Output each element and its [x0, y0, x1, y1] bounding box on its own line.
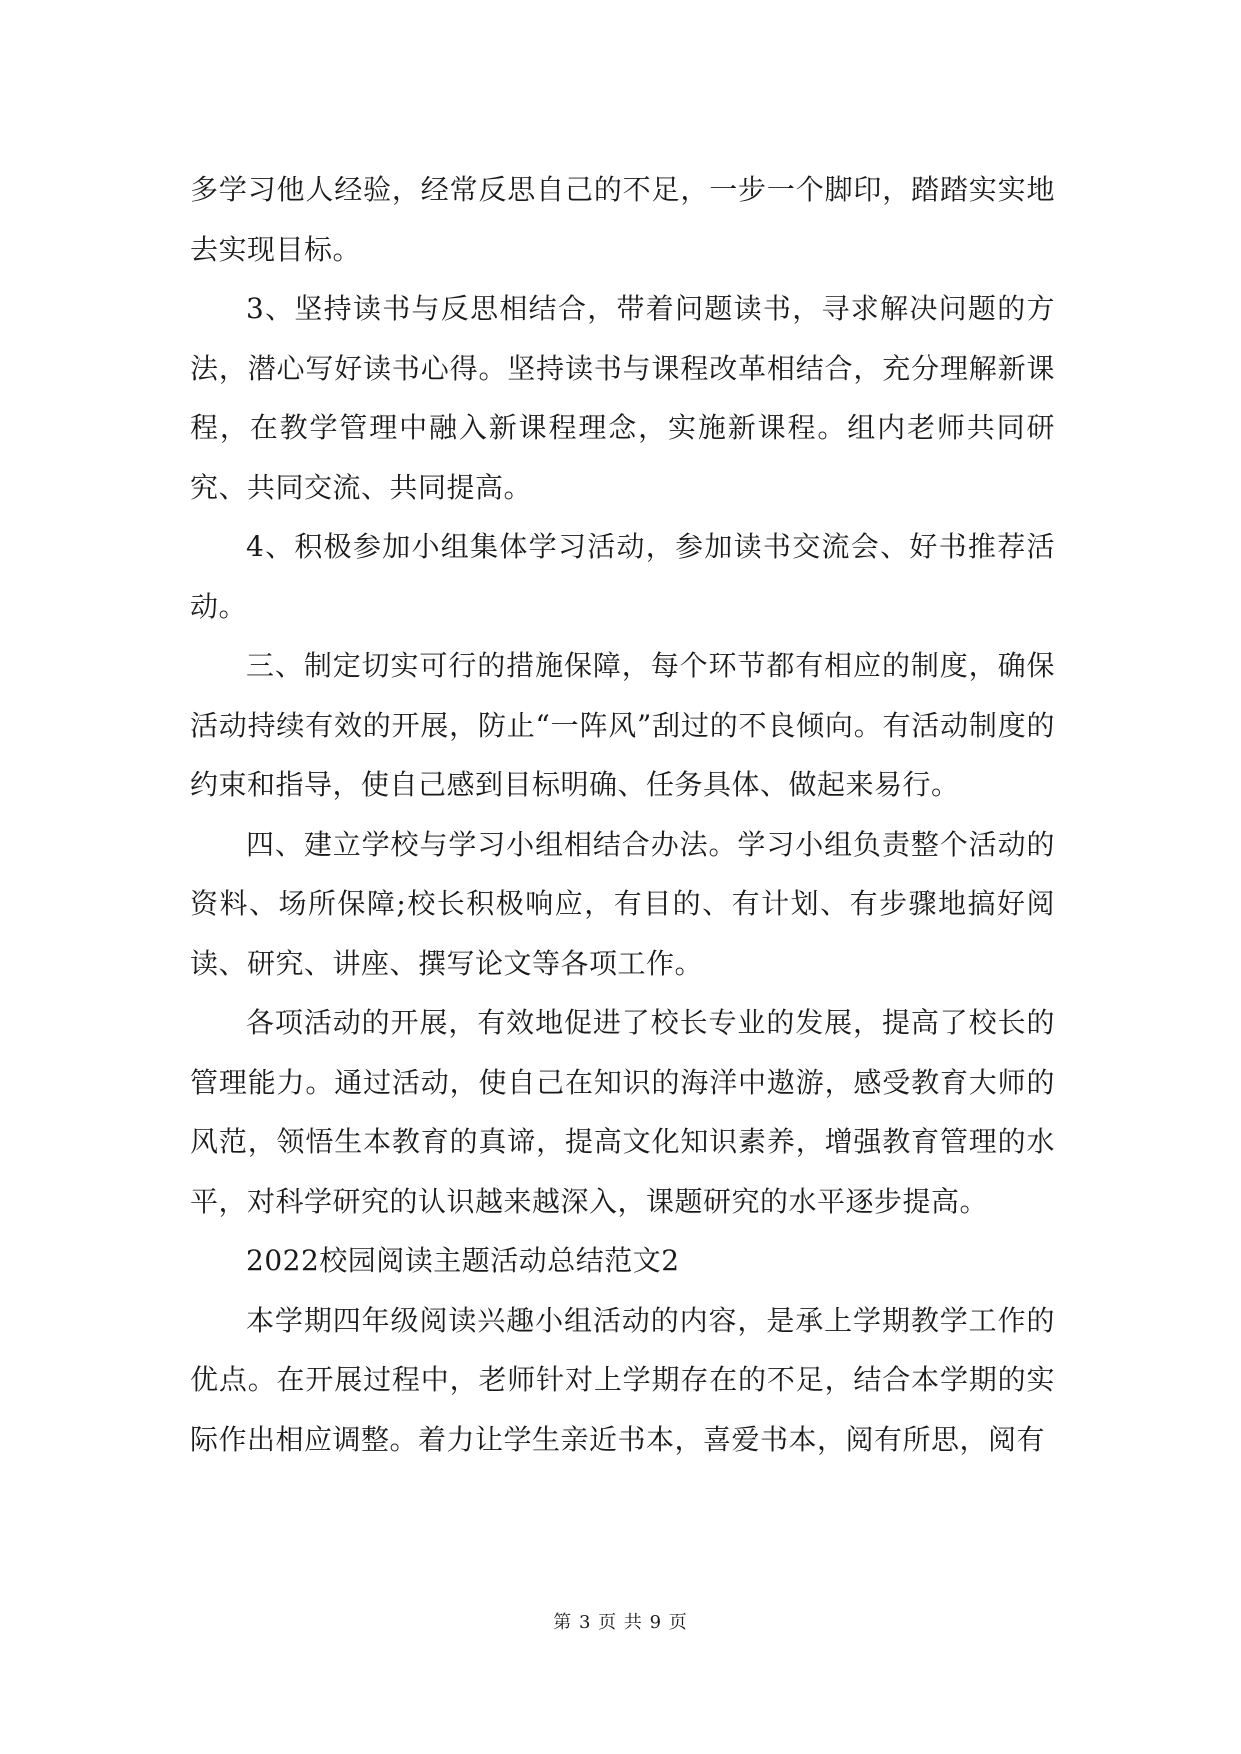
paragraph: 本学期四年级阅读兴趣小组活动的内容，是承上学期教学工作的优点。在开展过程中，老师针对上学期存在的不足，结合本学期的实际作出相应调整。着力让学生亲近书本，喜爱书本，阅有所思，阅有 — [190, 1303, 1055, 1456]
paragraph: 三、制定切实可行的措施保障，每个环节都有相应的制度，确保活动持续有效的开展，防止“一阵风”刮过的不良倾向。有活动制度的约束和指导，使自己感到目标明确、任务具体、做起来易行。 — [190, 649, 1055, 801]
paragraph: 3、坚持读书与反思相结合，带着问题读书，寻求解决问题的方法，潜心写好读书心得。坚持读书与课程改革相结合，充分理解新课程，在教学管理中融入新课程理念，实施新课程。组内老师共同研究、共同交流、共同提高。 — [190, 292, 1055, 504]
document-body — [190, 160, 1055, 1469]
paragraph: 各项活动的开展，有效地促进了校长专业的发展，提高了校长的管理能力。通过活动，使自己在知识的海洋中遨游，感受教育大师的风范，领悟生本教育的真谛，提高文化知识素养，增强教育管理的水平，对科学研究的认识越来越深入，课题研究的水平逐步提高。 — [190, 1006, 1055, 1218]
paragraph: 四、建立学校与学习小组相结合办法。学习小组负责整个活动的资料、场所保障;校长积极响应，有目的、有计划、有步骤地搞好阅读、研究、讲座、撰写论文等各项工作。 — [190, 827, 1055, 980]
section-heading: 2022校园阅读主题活动总结范文2 — [246, 1244, 680, 1277]
paragraph: 多学习他人经验，经常反思自己的不足，一步一个脚印，踏踏实实地去实现目标。 — [190, 173, 1055, 266]
paragraph: 4、积极参加小组集体学习活动，参加读书交流会、好书推荐活动。 — [190, 530, 1055, 623]
page-number-footer: 第 3 页 共 9 页 — [553, 1612, 688, 1633]
